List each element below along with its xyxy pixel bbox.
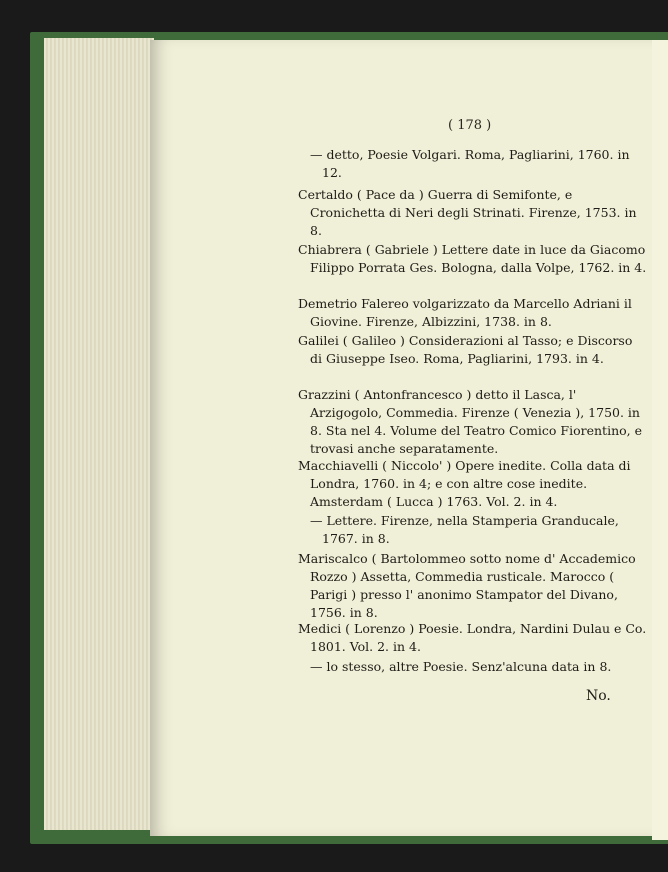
entry-10: Medici ( Lorenzo ) Poesie. Londra, Nardini Dulau e Co. 1801. Vol. 2. in 4. [298,621,647,654]
entry-6: Grazzini ( Antonfrancesco ) detto il Lasca, l' Arzigogolo, Commedia. Firenze ( Venezia ), 1750. in 8. Sta nel 4. Volume del Teatro Comico Fiorentino, e trovasi anche separatamente. [298,387,642,456]
facing-page-edge [652,40,668,840]
entry-3: Chiabrera ( Gabriele ) Lettere date in luce da Giacomo Filippo Porrata Ges. Bologna, dalla Volpe, 1762. in 4. [298,242,647,275]
entry-5: Galilei ( Galileo ) Considerazioni al Tasso; e Discorso di Giuseppe Iseo. Roma, Pagliarini, 1793. in 4. [298,333,633,366]
entry-9: Mariscalco ( Bartolommeo sotto nome d' Accademico Rozzo ) Assetta, Commedia rusticale. Marocco ( Parigi ) presso l' anonimo Stampator del Divano, 1756. in 8. [298,551,636,620]
page-edges [44,38,154,830]
entry-1: — detto, Poesie Volgari. Roma, Pagliarini, 1760. in 12. [310,147,630,180]
catchword: No. [586,688,611,704]
entry-8: — Lettere. Firenze, nella Stamperia Granducale, 1767. in 8. [310,513,619,546]
entry-4: Demetrio Falereo volgarizzato da Marcello Adriani il Giovine. Firenze, Albizzini, 1738. in 8. [298,296,632,329]
page-number: ( 178 ) [448,118,492,133]
entry-7: Macchiavelli ( Niccolo' ) Opere inedite. Colla data di Londra, 1760. in 4; e con altre cose inedite. Amsterdam ( Lucca ) 1763. Vol. 2. in 4. [298,458,631,509]
entry-2: Certaldo ( Pace da ) Guerra di Semifonte, e Cronichetta di Neri degli Strinati. Firenze, 1753. in 8. [298,187,637,238]
entry-11: — lo stesso, altre Poesie. Senz'alcuna data in 8. [310,659,612,674]
